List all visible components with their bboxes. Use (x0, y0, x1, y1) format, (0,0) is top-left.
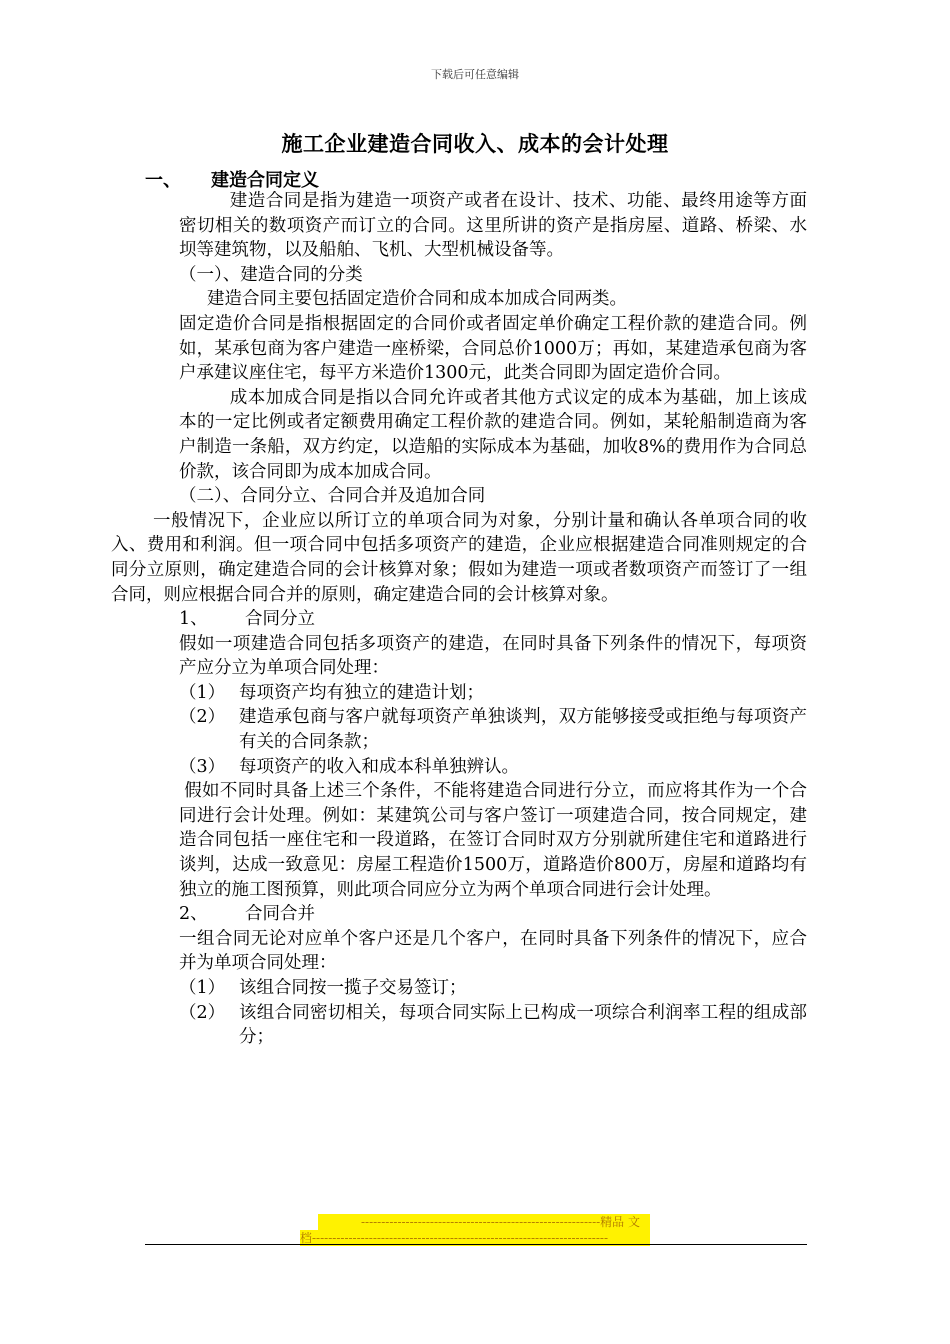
section-number: 一、 (145, 170, 181, 191)
list-text: 建造承包商与客户就每项资产单独谈判，双方能够接受或拒绝与每项资产有关的合同条款； (239, 707, 807, 753)
heading-label: 合同分立 (245, 609, 315, 630)
paragraph (111, 509, 807, 607)
paragraph-text: 一般情况下，企业应以所订立的单项合同为对象，分别计量和确认各单项合同的收入、费用和利润。但一项合同中包括多项资产的建造，企业应根据建造合同准则规定的合同分立原则，确定建造合同的会计核算对象；假如为建造一项或者数项资产而签订了一组合同，则应根据合同合并的原则，确定建造合同的会计核算对象。 (111, 510, 807, 605)
heading-label: 合同合并 (245, 904, 315, 925)
numbered-heading (145, 902, 807, 927)
footer-line-1: -----------------------------------------------------------精品 文 (318, 1214, 650, 1230)
document-title: 施工企业建造合同收入、成本的会计处理 (281, 132, 669, 156)
paragraph: 成本加成合同是指以合同允许或者其他方式议定的成本为基础，加上该成本的一定比例或者定额费用确定工程价款的建造合同。例如，某轮船制造商为客户制造一条船，双方约定，以造船的实际成本为基础，加收8%的费用作为合同总价款，该合同即为成本加成合同。 (179, 387, 807, 482)
list-item (145, 755, 807, 780)
paragraph: 建造合同是指为建造一项资产或者在设计、技术、功能、最终用途等方面密切相关的数项资产而订立的合同。这里所讲的资产是指房屋、道路、桥梁、水坝等建筑物，以及船舶、飞机、大型机械设备等。 (179, 191, 807, 261)
section-label: 建造合同定义 (211, 170, 319, 191)
paragraph: 一组合同无论对应单个客户还是几个客户，在同时具备下列条件的情况下，应合并为单项合同处理： (179, 928, 807, 974)
paragraph: 假如不同时具备上述三个条件，不能将建造合同进行分立，而应将其作为一个合同进行会计处理。例如：某建筑公司与客户签订一项建造合同，按合同规定，建造合同包括一座住宅和一段道路，在签订合同时双方分别就所建住宅和道路进行谈判，达成一致意见：房屋工程造价1500万，道路造价800万，房屋和道路均有独立的施工图预算，则此项合同应分立为两个单项合同进行会计处理。 (179, 781, 807, 900)
heading-number: 2、 (179, 904, 208, 925)
footer-line-2: 档------------------------------------------------------------------------- (300, 1230, 650, 1246)
paragraph: 固定造价合同是指根据固定的合同价或者固定单价确定工程价款的建造合同。例如，某承包商为客户建造一座桥梁，合同总价1000万；再如，某建造承包商为客户承建议座住宅，每平方米造价1300元，此类合同即为固定造价合同。 (179, 313, 807, 384)
list-text: 每项资产的收入和成本科单独辨认。 (239, 756, 519, 777)
list-marker: （2） (179, 1002, 226, 1023)
list-marker: （2） (179, 707, 226, 728)
paragraph: 假如一项建造合同包括多项资产的建造，在同时具备下列条件的情况下，每项资产应分立为单项合同处理： (179, 633, 807, 679)
list-text: 该组合同密切相关，每项合同实际上已构成一项综合利润率工程的组成部分； (239, 1002, 807, 1048)
list-marker: （1） (179, 682, 226, 703)
list-text: 每项资产均有独立的建造计划； (239, 682, 484, 703)
document-body (111, 189, 807, 1050)
header-note: 下载后可任意编辑 (431, 68, 519, 81)
list-marker: （1） (179, 978, 226, 998)
subsection-heading: （二）、合同分立、合同合并及追加合同 (179, 486, 486, 507)
list-marker: （3） (179, 756, 226, 777)
list-item (145, 705, 807, 754)
subsection-heading: （一）、建造合同的分类 (179, 264, 363, 285)
list-item (145, 681, 807, 706)
list-item (145, 976, 807, 1001)
heading-number: 1、 (179, 609, 208, 630)
list-text: 该组合同按一揽子交易签订； (239, 978, 467, 998)
numbered-heading (145, 607, 807, 632)
list-item (145, 1001, 807, 1050)
footer-rule (145, 1244, 807, 1245)
paragraph: 建造合同主要包括固定造价合同和成本加成合同两类。 (207, 289, 627, 310)
footer-watermark (300, 1214, 650, 1246)
